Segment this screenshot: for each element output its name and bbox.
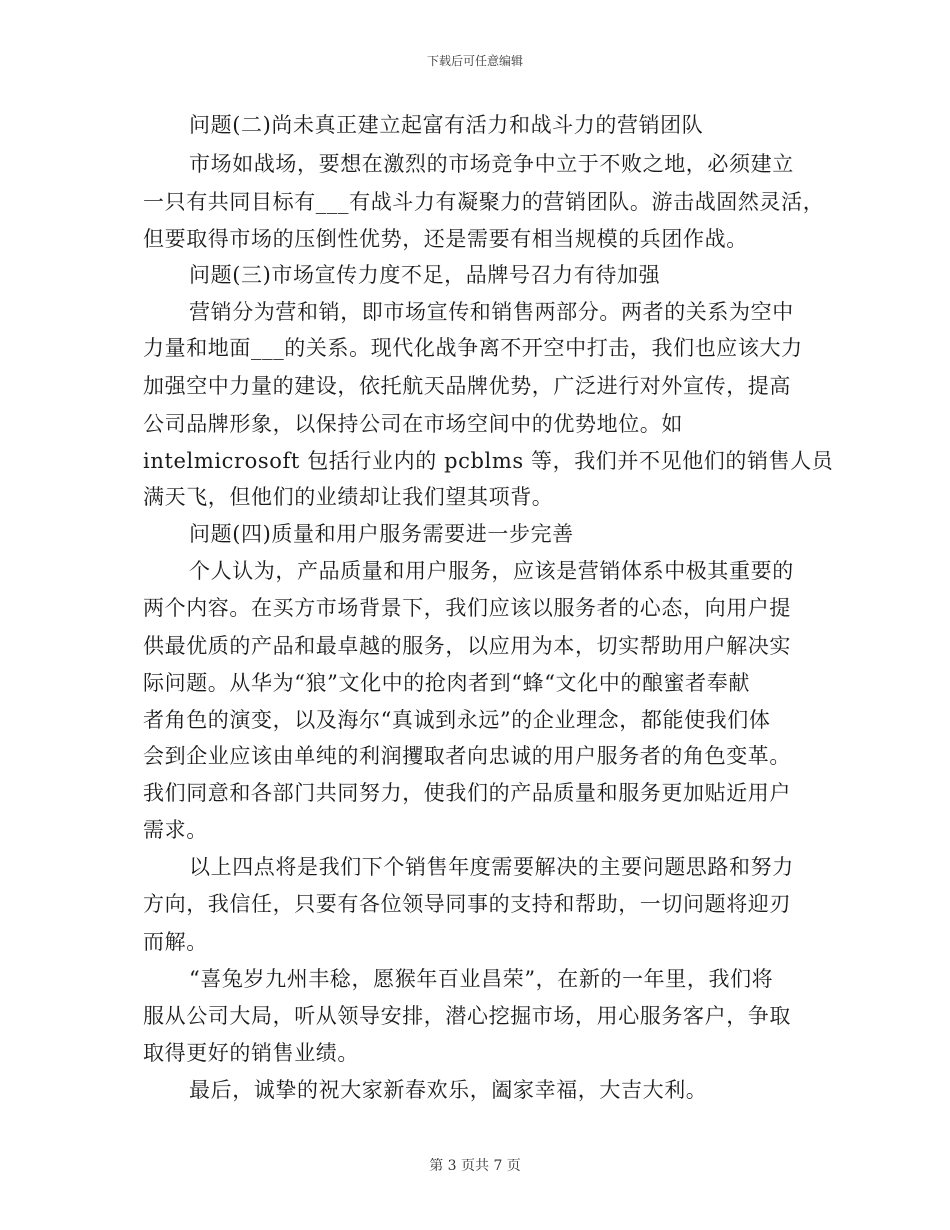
text-line: 方向，我信任，只要有各位领导同事的支持和帮助，一切问题将迎刃 bbox=[143, 892, 791, 916]
text-line: 满天飞，但他们的业绩却让我们望其项背。 bbox=[143, 485, 554, 509]
text-line: 者角色的演变，以及海尔“真诚到永远”的企业理念，都能使我们体 bbox=[143, 708, 771, 732]
page-header: 下载后可任意编辑 bbox=[426, 54, 523, 68]
text-line: 力量和地面___的关系。现代化战争离不开空中打击，我们也应该大力 bbox=[143, 336, 803, 360]
text-line: 我们同意和各部门共同努力，使我们的产品质量和服务更加贴近用户 bbox=[143, 781, 791, 805]
text-line: 加强空中力量的建设，依托航天品牌优势，广泛进行对外宣传，提高 bbox=[143, 374, 791, 398]
text-line: 需求。 bbox=[143, 818, 208, 842]
text-line: 一只有共同目标有___有战斗力有凝聚力的营销团队。游击战固然灵活， bbox=[143, 190, 825, 214]
text-line: 最后，诚挚的祝大家新春欢乐，阖家幸福，大吉大利。 bbox=[189, 1078, 708, 1102]
text-line: 但要取得市场的压倒性优势，还是需要有相当规模的兵团作战。 bbox=[143, 227, 748, 251]
text-line: 问题(四)质量和用户服务需要进一步完善 bbox=[189, 522, 574, 546]
text-line: “喜兔岁九州丰稔，愿猴年百业昌荣”，在新的一年里，我们将 bbox=[189, 967, 774, 991]
text-line: 问题(三)市场宣传力度不足，品牌号召力有待加强 bbox=[189, 263, 661, 287]
text-line: 会到企业应该由单纯的利润攫取者向忠诚的用户服务者的角色变革。 bbox=[143, 744, 791, 768]
text-line: 个人认为，产品质量和用户服务，应该是营销体系中极其重要的 bbox=[189, 559, 794, 583]
text-line: 服从公司大局，听从领导安排，潜心挖掘市场，用心服务客户，争取 bbox=[143, 1004, 791, 1028]
page-footer: 第 3 页共 7 页 bbox=[429, 1158, 521, 1174]
text-line: intelmicrosoft 包括行业内的 pcblms 等，我们并不见他们的销售人员 bbox=[143, 449, 834, 473]
text-line: 问题(二)尚未真正建立起富有活力和战斗力的营销团队 bbox=[189, 113, 704, 137]
text-line: 以上四点将是我们下个销售年度需要解决的主要问题思路和努力 bbox=[189, 855, 794, 879]
text-line: 取得更好的销售业绩。 bbox=[143, 1041, 359, 1065]
text-line: 而解。 bbox=[143, 930, 208, 954]
text-line: 际问题。从华为“狼”文化中的抢肉者到“蜂“文化中的酿蜜者奉献 bbox=[143, 671, 750, 695]
text-line: 两个内容。在买方市场背景下，我们应该以服务者的心态，向用户提 bbox=[143, 596, 791, 620]
text-line: 市场如战场，要想在激烈的市场竞争中立于不败之地，必须建立 bbox=[189, 152, 794, 176]
text-line: 供最优质的产品和最卓越的服务，以应用为本，切实帮助用户解决实 bbox=[143, 634, 791, 658]
text-line: 公司品牌形象，以保持公司在市场空间中的优势地位。如 bbox=[143, 412, 683, 436]
text-line: 营销分为营和销，即市场宣传和销售两部分。两者的关系为空中 bbox=[189, 300, 794, 324]
